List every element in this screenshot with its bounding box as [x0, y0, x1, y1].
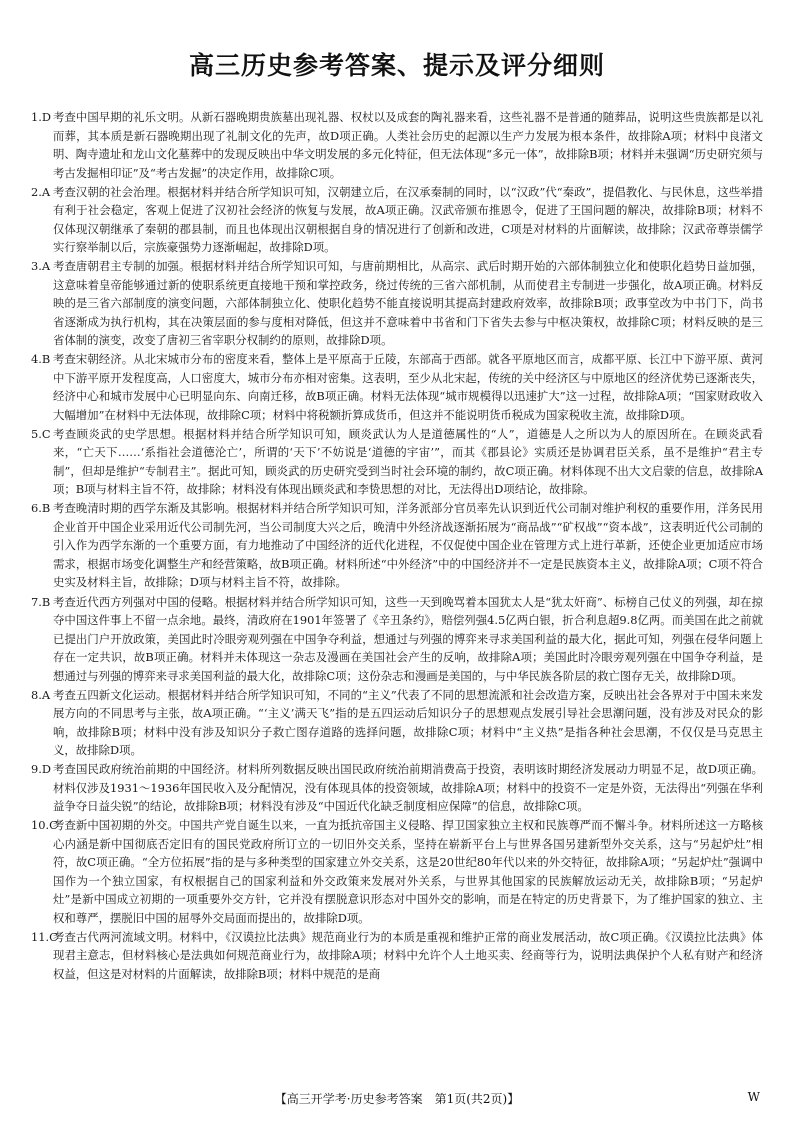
answer-number: 11.C [31, 929, 58, 944]
page-title: 高三历史参考答案、提示及评分细则 [188, 51, 605, 80]
answer-number: 3.A [31, 259, 51, 274]
answer-item [31, 686, 763, 760]
answer-explanation: 考查晚清时期的西学东渐及其影响。根据材料并结合所学知识可知，洋务派部分官员率先认识到近代公司制对维护利权的重要作用，洋务民用企业首开中国企业采用近代公司制先河，当公司制度大兴之后，晚清中外经济战逐渐拓展为“商品战”“矿权战”“资本战”，这表明近代公司制的引入作为西学东渐的一个重要方面，有力地推动了中国经济的近代化进程，不仅促使中国企业在管理方式上进行革新，还使企业更加适应市场需求，根据市场变化调整生产和经营策略，故B项正确。材料所述“中外经济”中的中国经济并不一定是民族资本主义，故排除A项；C项不符合史实及材料主旨，故排除；D项与材料主旨不符，故排除。 [53, 501, 763, 590]
answer-explanation: 考查古代两河流域文明。材料中，《汉谟拉比法典》规范商业行为的本质是重视和维护正常的商业发展活动，故C项正确。《汉谟拉比法典》体现君主意志，但材料核心是法典如何规范商业行为，故排除A项；材料中允许个人土地买卖、经商等行为，说明法典保护个人私有财产和经济权益，但这是对材料的片面解读，故排除B项；材料中规范的是商 [53, 929, 763, 981]
answer-item [31, 928, 763, 984]
answer-number: 7.B [31, 594, 51, 609]
answer-item [31, 425, 763, 499]
answer-item [31, 593, 763, 686]
answer-explanation: 考查中国早期的礼乐文明。从新石器晚期贵族墓出现礼器、权杖以及成套的陶礼器来看，这些礼器不是普通的随葬品，说明这些贵族都是以礼而葬，其本质是新石器晚期出现了礼制文化的先声，故D项正确。人类社会历史的起源以生产力发展为根本条件，故排除A项；材料中良渚文明、陶寺遗址和龙山文化墓葬中的发现反映出中华文明发展的多元化特征，但无法体现“多元一体”，故排除B项；材料并未强调“历史研究须与考古发掘相印证”及“考古发掘”的决定作用，故排除C项。 [53, 110, 763, 180]
answer-item [31, 760, 763, 816]
answer-number: 4.B [31, 352, 51, 367]
answer-number: 6.B [31, 501, 51, 516]
answer-explanation: 考查汉朝的社会治理。根据材料并结合所学知识可知，汉朝建立后，在汉承秦制的同时，以“汉政”代“秦政”，提倡教化、与民休息，这些举措有利于社会稳定，客观上促进了汉初社会经济的恢复与发展，故A项正确。汉武帝颁布推恩令，促进了王国问题的解决，故排除B项；材料不仅体现汉朝继承了秦朝的郡县制，而且也体现出汉朝根据自身的情况进行了创新和改进，C项是对材料的片面解读，故排除；汉武帝尊崇儒学实行察举制以后，宗族豪强势力逐渐崛起，故排除D项。 [53, 184, 763, 255]
answer-item [31, 257, 763, 350]
answer-explanation: 考查国民政府统治前期的中国经济。材料所列数据反映出国民政府统治前期消费高于投资，表明该时期经济发展动力明显不足，故D项正确。材料仅涉及1931～1936年国民收入及分配情况，没有体现具体的投资领域，故排除A项；材料中的投资不一定是外资，无法得出“列强在华利益争夺日益尖锐”的结论，故排除B项；材料没有涉及“中国近代化缺乏制度相应保障”的信息，故排除C项。 [53, 762, 763, 814]
answer-list [31, 108, 763, 984]
answer-number: 8.A [31, 687, 51, 702]
answer-explanation: 考查新中国初期的外交。中国共产党自诞生以来，一直为抵抗帝国主义侵略、捍卫国家独立主权和民族尊严而不懈斗争。材料所述这一方略核心内涵是新中国彻底否定旧有的国民党政府所订立的一切旧外交关系，坚持在崭新平台上与世界各国另建新型外交关系，这与“另起炉灶”相符，故C项正确。“全方位拓展”指的是与多种类型的国家建立外交关系，这是20世纪80年代以来的外交特征，故排除A项；“另起炉灶”强调中国作为一个独立国家，有权根据自己的国家利益和外交政策来发展对外关系，与世界其他国家的民族解放运动无关，故排除B项；“另起炉灶”是新中国成立初期的一项重要外交方针，它并没有摆脱意识形态对中国外交的影响，而是在特定的历史背景下，为了维护国家的独立、主权和尊严，摆脱旧中国的屈辱外交局面而提出的，故排除D项。 [53, 818, 763, 925]
answer-item [31, 350, 763, 424]
answer-number: 9.D [31, 762, 52, 777]
paper-code: W [747, 1090, 760, 1104]
answer-number: 1.D [31, 110, 52, 124]
answer-number: 5.C [31, 426, 51, 441]
answer-explanation: 考查顾炎武的史学思想。根据材料并结合所学知识可知，顾炎武认为人是道德属性的“人”，道德是人之所以为人的原因所在。在顾炎武看来，“亡天下……‘系指社会道德沦亡’，所谓的‘天下’不妨说是‘道德的宇宙’”，而其《郡县论》实质还是协调君臣关系，虽不是维护“君主专制”，但却是维护“专制君主”。据此可知，顾炎武的历史研究受到当时社会环境的制约，故C项正确。材料体现不出大文启蒙的信息，故排除A项；B项与材料主旨不符，故排除；材料没有体现出顾炎武和李贽思想的对比，无法得出D项结论，故排除。 [53, 426, 763, 497]
answer-explanation: 考查近代西方列强对中国的侵略。根据材料并结合所学知识可知，这些一天到晚骂着本国犹太人是“犹太奸商”、标榜自己仗义的列强，却在掠夺中国这件事上不留一点余地。最终，清政府在1901年签署了《辛丑条约》，赔偿列强4.5亿两白银，折合利息超9.8亿两。而美国在此之前就已提出门户开放政策，美国此时冷眼旁观列强在中国争夺利益，想通过与列强的博弈来寻求美国利益的最大化，据此可知，列强在侵华问题上存在一定共识，故B项正确。材料并未体现这一杂志及漫画在美国社会产生的反响，故排除A项；美国此时冷眼旁观列强在中国争夺利益，是想通过与列强的博弈来寻求美国利益的最大化，故排除C项；这份杂志和漫画是美国的，与中华民族各阶层的救亡图存无关，故排除D项。 [53, 594, 763, 683]
answer-number: 10.C [31, 818, 58, 833]
answer-explanation: 考查宋朝经济。从北宋城市分布的密度来看，整体上是平原高于丘陵，东部高于西部。就各平原地区而言，成都平原、长江中下游平原、黄河中下游平原开发程度高，人口密度大，城市分布亦相对密集。这表明，至少从北宋起，传统的关中经济区与中原地区的经济优势已逐渐丧失，经济中心和城市发展中心已明显向东、向南迁移，故B项正确。材料无法体现“城市规模得以迅速扩大”这一过程，故排除A项；“国家财政收入大幅增加”在材料中无法体现，故排除C项；材料中将税额折算成货币，但这并不能说明货币税成为国家税收主流，故排除D项。 [53, 352, 763, 422]
answer-explanation: 考查五四新文化运动。根据材料并结合所学知识可知，不同的“主义”代表了不同的思想流派和社会改造方案，反映出社会各界对于中国未来发展方向的不同思考与主张，故A项正确。“‘主义’满天飞”指的是五四运动后知识分子的思想观点发展引导社会思潮问题，没有涉及对民众的影响，故排除B项；材料中没有涉及知识分子救亡图存道路的选择问题，故排除C项；材料中“主义热”是指各种社会思潮，不仅仅是马克思主义，故排除D项。 [53, 687, 763, 758]
answer-item [31, 816, 763, 927]
answer-item [31, 108, 763, 182]
page-footer: 【高三开学考·历史参考答案 第1页(共2页)】 [274, 1092, 520, 1106]
answer-explanation: 考查唐朝君主专制的加强。根据材料并结合所学知识可知，与唐前期相比，从高宗、武后时期开始的六部体制独立化和使职化趋势日益加强，这意味着皇帝能够通过新的使职系统更直接地干预和掌控政务，绕过传统的三省六部机制，从而使君主专制进一步强化，故A项正确。材料反映的是三省六部制度的演变问题，六部体制独立化、使职化趋势不能直接说明其提高封建政府效率，故排除B项；政事堂改为中书门下，尚书省逐渐成为执行机构，其在决策层面的参与度相对降低，但这并不意味着中书省和门下省失去参与中枢决策权，故排除C项；材料反映的是三省体制的演变，改变了唐初三省宰职分权制约的原则，故排除D项。 [53, 259, 763, 348]
answer-number: 2.A [31, 184, 51, 199]
answer-item [31, 499, 763, 592]
answer-item [31, 183, 763, 257]
